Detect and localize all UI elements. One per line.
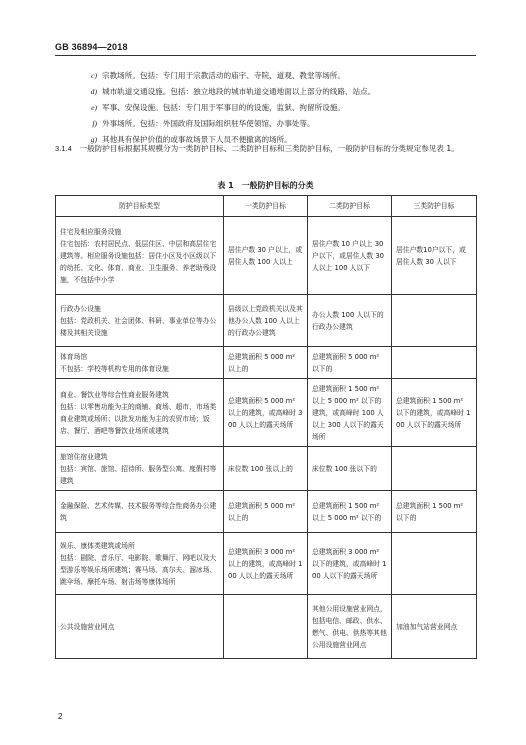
class-3-cell: 居住户数10户以下，或居住人数 30 人以下 bbox=[392, 217, 477, 295]
header-class-1: 一类防护目标 bbox=[224, 196, 308, 217]
item-text: 宗教场所。包括：专门用于宗教活动的庙宇、寺院、道观、教堂等场所。 bbox=[102, 71, 345, 80]
type-name: 旅馆住宿业建筑 bbox=[60, 452, 108, 461]
type-name: 娱乐、康体类建筑或场所 bbox=[60, 541, 135, 550]
type-detail: 不包括：学校等机构专用的体育设施 bbox=[60, 364, 169, 373]
class-1-cell: 床位数 100 张以上的 bbox=[224, 447, 308, 491]
item-mark: g) bbox=[90, 135, 97, 144]
class-2-cell: 床位数 100 张以下的 bbox=[308, 447, 392, 491]
class-2-cell: 总建筑面积 1 500 m² 以上 5 000 m² 以下的 bbox=[308, 491, 392, 533]
class-1-cell bbox=[224, 595, 308, 659]
classification-table bbox=[55, 195, 477, 659]
table-row bbox=[56, 491, 477, 533]
header-divider bbox=[55, 55, 476, 56]
type-cell bbox=[56, 491, 224, 533]
list-item bbox=[55, 68, 476, 84]
class-3-cell bbox=[392, 447, 477, 491]
type-name: 金融保险、艺术传媒、技术服务等综合性商务办公建筑 bbox=[60, 501, 217, 522]
table-header-row bbox=[56, 196, 477, 217]
item-mark: f) bbox=[92, 119, 97, 128]
class-2-cell: 居住户数 10 户以上 30 户以下，或居住人数 30 人以上 100 人以下 bbox=[308, 217, 392, 295]
type-cell bbox=[56, 447, 224, 491]
clause-number: 3.1.4 bbox=[55, 144, 72, 153]
item-list bbox=[55, 68, 476, 148]
type-cell bbox=[56, 347, 224, 379]
type-detail: 包括：剧院、音乐厅、电影院、歌舞厅、网吧以及大型游乐等娱乐场所建筑；赛马场、高尔夫、溜冰场、跳伞场、摩托车场、射击场等康体场所 bbox=[60, 553, 217, 586]
table-title: 表 1 一般防护目标的分类 bbox=[217, 181, 314, 190]
table-row bbox=[56, 595, 477, 659]
clause-text-line bbox=[55, 141, 476, 156]
page-number: 2 bbox=[58, 712, 63, 721]
header-class-3: 三类防护目标 bbox=[392, 196, 477, 217]
type-detail: 包括：以零售功能为主的商铺、商场、超市、市场类商业建筑或场所；以批发功能为主的农贸市场；饭店、餐厅、酒吧等餐饮业场所或建筑 bbox=[60, 402, 217, 435]
item-text: 其他具有保护价值的或事故场景下人员不便撤离的场所。 bbox=[102, 135, 292, 144]
class-2-cell: 总建筑面积 3 000 m² 以下的建筑，或高峰时 100 人以下的露天场所 bbox=[308, 533, 392, 595]
table-row bbox=[56, 447, 477, 491]
class-2-cell: 总建筑面积 1 500 m² 以上 5 000 m² 以下的建筑，或高峰时 100 人以上 300 人以下的露天场所 bbox=[308, 379, 392, 447]
class-1-cell: 总建筑面积 5 000 m² 以上的 bbox=[224, 491, 308, 533]
clause-paragraph bbox=[55, 141, 476, 156]
item-text: 外事场所。包括：外国政府及国际组织驻华使领馆、办事处等。 bbox=[102, 119, 315, 128]
table-row bbox=[56, 295, 477, 347]
class-1-cell: 总建筑面积 5 000 m² 以上的建筑，或高峰时 300 人以上的露天场所 bbox=[224, 379, 308, 447]
standard-number: GB 36894—2018 bbox=[55, 42, 128, 52]
class-3-cell bbox=[392, 295, 477, 347]
class-1-cell: 总建筑面积 3 000 m² 以上的建筑，或高峰时 100 人以上的露天场所 bbox=[224, 533, 308, 595]
class-3-cell bbox=[392, 347, 477, 379]
header-type: 防护目标类型 bbox=[56, 196, 224, 217]
table-row bbox=[56, 217, 477, 295]
class-1-cell: 县级以上党政机关以及其他办公人数 100 人以上的行政办公建筑 bbox=[224, 295, 308, 347]
type-detail: 包括：党政机关、社会团体、科研、事业单位等办公楼及其相关设施 bbox=[60, 316, 217, 337]
table-row bbox=[56, 533, 477, 595]
type-name: 公共设施营业网点 bbox=[60, 622, 115, 631]
type-cell bbox=[56, 595, 224, 659]
class-3-cell bbox=[392, 533, 477, 595]
class-3-cell: 加油加气站营业网点 bbox=[392, 595, 477, 659]
type-cell bbox=[56, 295, 224, 347]
class-2-cell: 其他公用设施营业网点，包括电信、邮政、供水、燃气、供电、供热等其他公用设施营业网点 bbox=[308, 595, 392, 659]
type-name: 行政办公设施 bbox=[60, 304, 101, 313]
type-cell bbox=[56, 533, 224, 595]
class-1-cell: 居住户数 30 户以上，或居住人数 100 人以上 bbox=[224, 217, 308, 295]
class-3-cell: 总建筑面积 1 500 m² 以下的建筑，或高峰时 100 人以下的露天场所 bbox=[392, 379, 477, 447]
type-cell bbox=[56, 217, 224, 295]
item-mark: d) bbox=[90, 87, 97, 96]
list-item bbox=[55, 84, 476, 100]
item-text: 军事、安保设施。包括：专门用于军事目的的设施，监狱、拘留所设施。 bbox=[102, 103, 345, 112]
type-detail: 住宅包括：农村居民点、低层住区、中层和高层住宅建筑等。相应服务设施包括：居住小区及小区级以下的幼托、文化、体育、商业、卫生服务、养老助残设施，不包括中小学 bbox=[60, 239, 217, 284]
class-3-cell: 总建筑面积 1 500 m² 以下的 bbox=[392, 491, 477, 533]
class-1-cell: 总建筑面积 5 000 m² 以上的 bbox=[224, 347, 308, 379]
table-row bbox=[56, 347, 477, 379]
item-text: 城市轨道交通设施。包括：独立地段的城市轨道交通地面以上部分的线路、站点。 bbox=[102, 87, 376, 96]
item-mark: c) bbox=[91, 71, 97, 80]
header-class-2: 二类防护目标 bbox=[308, 196, 392, 217]
type-cell bbox=[56, 379, 224, 447]
list-item bbox=[55, 116, 476, 132]
list-item bbox=[55, 100, 476, 116]
table-row bbox=[56, 379, 477, 447]
type-name: 住宅及相应服务设施 bbox=[60, 227, 122, 236]
type-name: 商业、餐饮业等综合性商业服务建筑 bbox=[60, 390, 169, 399]
class-2-cell: 办公人数 100 人以下的行政办公建筑 bbox=[308, 295, 392, 347]
item-mark: e) bbox=[91, 103, 97, 112]
clause-text: 一般防护目标根据其规模分为一类防护目标、二类防护目标和三类防护目标，一般防护目标的分类规定参见表 1。 bbox=[79, 144, 459, 153]
type-name: 体育场馆 bbox=[60, 352, 88, 361]
type-detail: 包括：宾馆、旅馆、招待所、服务型公寓、度假村等建筑 bbox=[60, 464, 217, 485]
class-2-cell: 总建筑面积 5 000 m² 以下的 bbox=[308, 347, 392, 379]
